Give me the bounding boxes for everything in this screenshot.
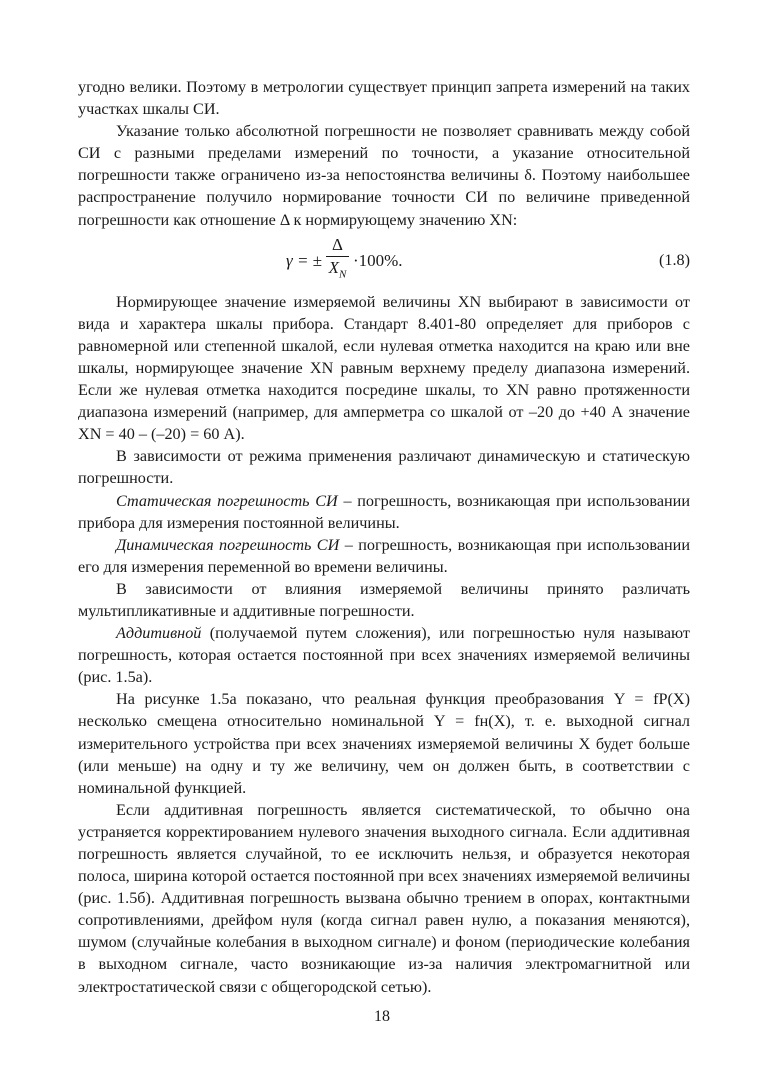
formula-denominator: [329, 257, 347, 285]
formula-numerator: Δ: [326, 235, 349, 257]
paragraph-5-text: – погрешность, возникающая при использовании прибора для измерения постоянной величины.: [78, 491, 691, 532]
paragraph-3: Нормирующее значение измеряемой величины XN выбирают в зависимости от вида и характера шкалы прибора. Стандарт 8.401-80 определяет для приборов с равномерной или степенной шкалой, если нулевая отметка находится на краю или вне шкалы, нормирующее значение XN равным верхнему пределу диапазона измерений. Если же нулевая отметка находится посредине шкалы, то XN равно протяженности диапазона измерений (например, для амперметра со шкалой от –20 до +40 А значение XN = 40 – (–20) = 60 А).: [78, 292, 690, 444]
formula-rhs: ·100%.: [352, 250, 403, 270]
formula-fraction: [326, 235, 349, 285]
term-dynamic-error: Динамическая погрешность СИ: [116, 535, 340, 554]
formula-lhs: γ = ±: [286, 250, 323, 270]
page-body: [78, 76, 690, 998]
page-number: 18: [374, 1008, 390, 1025]
paragraph-1: угодно велики. Поэтому в метрологии существует принцип запрета измерений на таких участках шкалы СИ.: [78, 78, 690, 119]
formula-denominator-subscript: N: [339, 268, 347, 281]
formula-body: [286, 235, 403, 287]
term-static-error: Статическая погрешность СИ: [116, 491, 338, 510]
formula-number: (1.8): [658, 250, 690, 269]
formula-1-8: [78, 233, 690, 289]
paragraph-6: [78, 534, 690, 578]
paragraph-5: [78, 490, 690, 534]
formula-denominator-symbol: X: [328, 258, 339, 278]
term-additive: Аддитивной: [116, 624, 202, 643]
paragraph-6-text: – погрешность, возникающая при использовании его для измерения переменной во времени величины.: [78, 535, 690, 576]
paragraph-4: В зависимости от режима применения различают динамическую и статическую погрешности.: [78, 447, 690, 488]
paragraph-10: Если аддитивная погрешность является систематической, то обычно она устраняется корректированием нулевого значения выходного сигнала. Если аддитивная погрешность является случайной, то ее исключить нельзя, и образуется некоторая полоса, ширина которой остается постоянной при всех значениях измеряемой величины (рис. 1.5б). Аддитивная погрешность вызвана обычно трением в опорах, контактными сопротивлениями, дрейфом нуля (когда сигнал равен нулю, а показания меняются), шумом (случайные колебания в выходном сигнале) и фоном (периодические колебания в выходном сигнале, часто возникающие из-за наличия электромагнитной или электростатической связи с общегородской сетью).: [78, 800, 690, 996]
paragraph-8: [78, 622, 690, 688]
paragraph-7: В зависимости от влияния измеряемой величины принято различать мультипликативные и аддитивные погрешности.: [78, 579, 690, 620]
paragraph-8-text: (получаемой путем сложения), или погрешностью нуля называют погрешность, которая остается постоянной при всех значениях измеряемой величины (рис. 1.5а).: [78, 624, 690, 687]
paragraph-9: На рисунке 1.5а показано, что реальная функция преобразования Y = fР(X) несколько смещена относительно номинальной Y = fн(X), т. е. выходной сигнал измерительного устройства при всех значениях измеряемой величины X будет больше (или меньше) на одну и ту же величину, чем он должен быть, в соответствии с номинальной функцией.: [78, 690, 690, 797]
paragraph-2: Указание только абсолютной погрешности не позволяет сравнивать между собой СИ с разными пределами измерений по точности, а указание относительной погрешности также ограничено из-за непостоянства величины δ. Поэтому наибольшее распространение получило нормирование точности СИ по величине приведенной погрешности как отношение Δ к нормирующему значению XN:: [78, 122, 690, 229]
